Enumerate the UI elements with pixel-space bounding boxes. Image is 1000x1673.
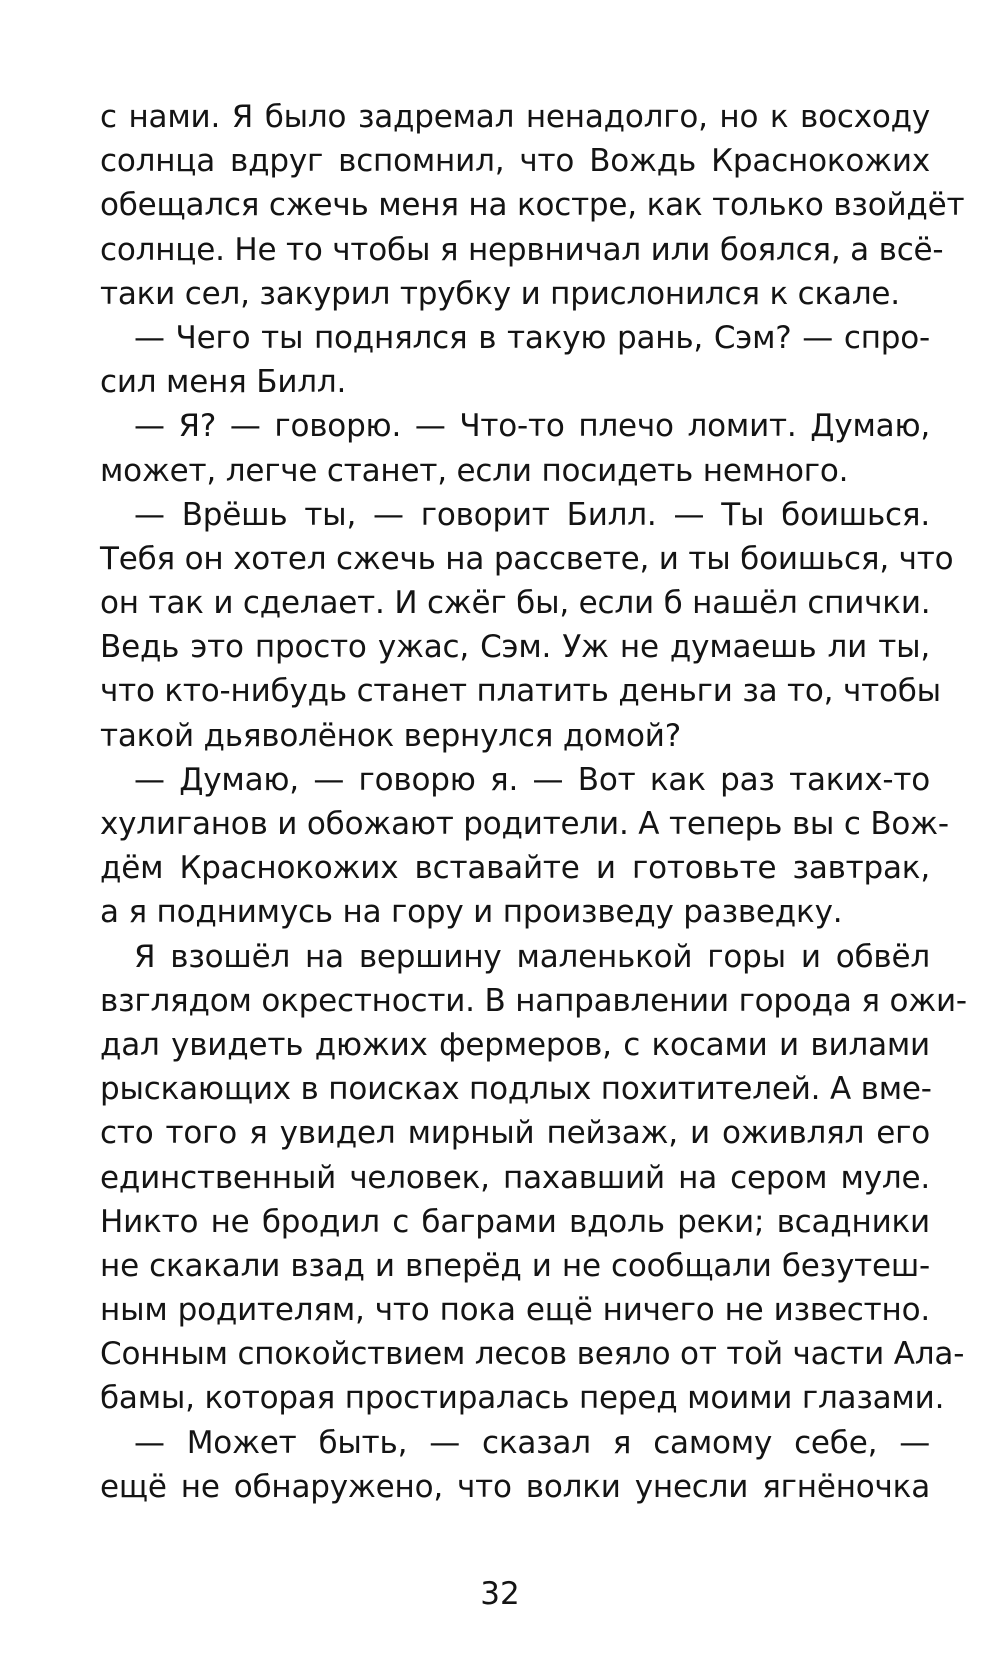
text-line: дал увидеть дюжих фермеров, с косами и вилами (100, 1026, 930, 1063)
text-line: может, легче станет, если посидеть немного. (100, 452, 849, 489)
text-line: Ведь это просто ужас, Сэм. Уж не думаешь ли ты, (100, 629, 930, 666)
text-line: бамы, которая простиралась перед моими глазами. (100, 1380, 945, 1417)
text-line: взглядом окрестности. В направлении города я ожи- (100, 982, 967, 1019)
text-line: Я взошёл на вершину маленькой горы и обвёл (134, 938, 930, 975)
text-line: — Чего ты поднялся в такую рань, Сэм? — спро- (134, 319, 930, 356)
text-line: ещё не обнаружено, что волки унесли ягнёночка (100, 1468, 930, 1505)
text-line: такой дьяволёнок вернулся домой? (100, 717, 681, 754)
text-line: с нами. Я было задремал ненадолго, но к восходу (100, 99, 930, 135)
text-line: рыскающих в поисках подлых похитителей. А вме- (100, 1071, 932, 1108)
text-line: он так и сделает. И сжёг бы, если б нашёл спички. (100, 585, 931, 622)
body-text (100, 95, 967, 1509)
text-line: дём Краснокожих вставайте и готовьте завтрак, (100, 850, 930, 887)
text-line: солнца вдруг вспомнил, что Вождь Краснокожих (100, 143, 930, 180)
text-line: солнце. Не то чтобы я нервничал или боялся, а всё- (100, 231, 944, 268)
text-line: сил меня Билл. (100, 364, 347, 401)
text-line: что кто-нибудь станет платить деньги за то, чтобы (100, 673, 941, 710)
text-line: таки сел, закурил трубку и прислонился к скале. (100, 275, 900, 312)
text-line: а я поднимусь на гору и произведу разведку. (100, 894, 843, 931)
text-line: не скакали взад и вперёд и не сообщали безутеш- (100, 1247, 930, 1284)
text-line: — Может быть, — сказал я самому себе, — (134, 1424, 930, 1461)
text-line: хулиганов и обожают родители. А теперь вы с Вож- (100, 806, 949, 842)
page-number: 32 (480, 1576, 520, 1612)
text-line: обещался сжечь меня на костре, как только взойдёт (100, 187, 965, 224)
text-line: единственный человек, пахавший на сером муле. (100, 1159, 930, 1196)
text-line: Никто не бродил с баграми вдоль реки; всадники (100, 1203, 930, 1240)
text-line: — Думаю, — говорю я. — Вот как раз таких-то (134, 761, 930, 798)
text-line: сто того я увидел мирный пейзаж, и оживлял его (100, 1115, 930, 1152)
text-line: — Я? — говорю. — Что-то плечо ломит. Думаю, (134, 408, 930, 445)
text-line: ным родителям, что пока ещё ничего не известно. (100, 1292, 930, 1329)
text-line: — Врёшь ты, — говорит Билл. — Ты боишься. (134, 496, 930, 533)
text-line: Сонным спокойствием лесов веяло от той части Ала- (100, 1336, 965, 1373)
text-line: Тебя он хотел сжечь на рассвете, и ты боишься, что (100, 540, 954, 577)
